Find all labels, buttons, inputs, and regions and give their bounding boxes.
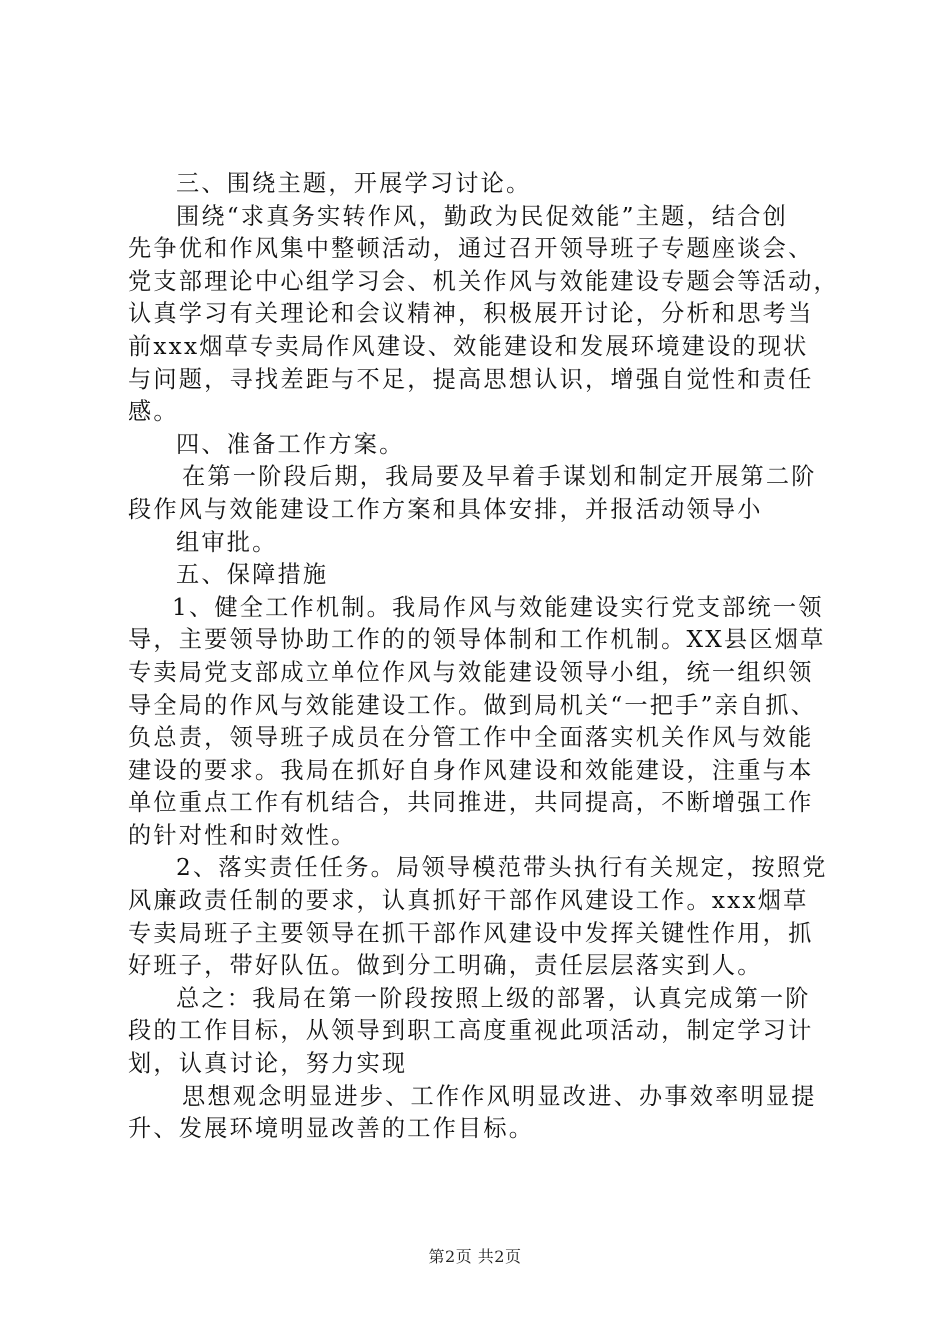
text-line: 导，主要领导协助工作的的领导体制和工作机制。XX县区烟草 [128,626,826,654]
text-line: 单位重点工作有机结合，共同推进，共同提高，不断增强工作 [128,789,814,817]
text-line: 好班子，带好队伍。做到分工明确，责任层层落实到人。 [128,952,763,980]
text-line: 思想观念明显进步、工作作风明显改进、办事效率明显提 [182,1082,817,1110]
text-line: 建设的要求。我局在抓好自身作风建设和效能建设，注重与本 [128,756,814,784]
text-line: 总之：我局在第一阶段按照上级的部署，认真完成第一阶 [176,984,811,1012]
text-line: 前xxx烟草专卖局作风建设、效能建设和发展环境建设的现状 [128,332,809,360]
text-line: 风廉政责任制的要求，认真抓好干部作风建设工作。xxx烟草 [128,887,809,915]
text-line: 先争优和作风集中整顿活动，通过召开领导班子专题座谈会、 [128,235,814,263]
document-body [128,168,838,1146]
text-line: 负总责，领导班子成员在分管工作中全面落实机关作风与效能 [128,724,814,752]
text-line: 划，认真讨论，努力实现 [128,1050,408,1078]
text-line: 四、准备工作方案。 [176,430,405,458]
text-line: 导全局的作风与效能建设工作。做到局机关“一把手”亲自抓、 [128,691,817,719]
text-line: 三、围绕主题，开展学习讨论。 [176,170,532,197]
text-line: 党支部理论中心组学习会、机关作风与效能建设专题会等活动， [128,267,839,295]
text-line: 在第一阶段后期，我局要及早着手谋划和制定开展第二阶 [182,463,817,491]
page-footer: 第2页 共2页 [428,1247,522,1266]
text-line: 升、发展环境明显改善的工作目标。 [128,1115,535,1143]
text-line: 与问题，寻找差距与不足，提高思想认识，增强自觉性和责任 [128,365,814,393]
text-line: 专卖局党支部成立单位作风与效能建设领导小组，统一组织领 [128,658,814,686]
text-line: 组审批。 [176,528,278,556]
text-line: 围绕“求真务实转作风，勤政为民促效能”主题，结合创 [176,202,789,230]
text-line: 段作风与效能建设工作方案和具体安排，并报活动领导小 [128,495,763,523]
text-line: 认真学习有关理论和会议精神，积极展开讨论，分析和思考当 [128,300,814,328]
text-line: 五、保障措施 [176,561,329,589]
text-line: 的针对性和时效性。 [128,821,357,849]
text-line: 段的工作目标，从领导到职工高度重视此项活动，制定学习计 [128,1017,814,1045]
text-line: 感。 [128,398,179,426]
text-line: 专卖局班子主要领导在抓干部作风建设中发挥关键性作用，抓 [128,919,814,947]
text-line: 1、健全工作机制。我局作风与效能建设实行党支部统一领 [172,593,824,621]
text-line: 2、落实责任任务。局领导模范带头执行有关规定，按照党 [176,854,828,882]
